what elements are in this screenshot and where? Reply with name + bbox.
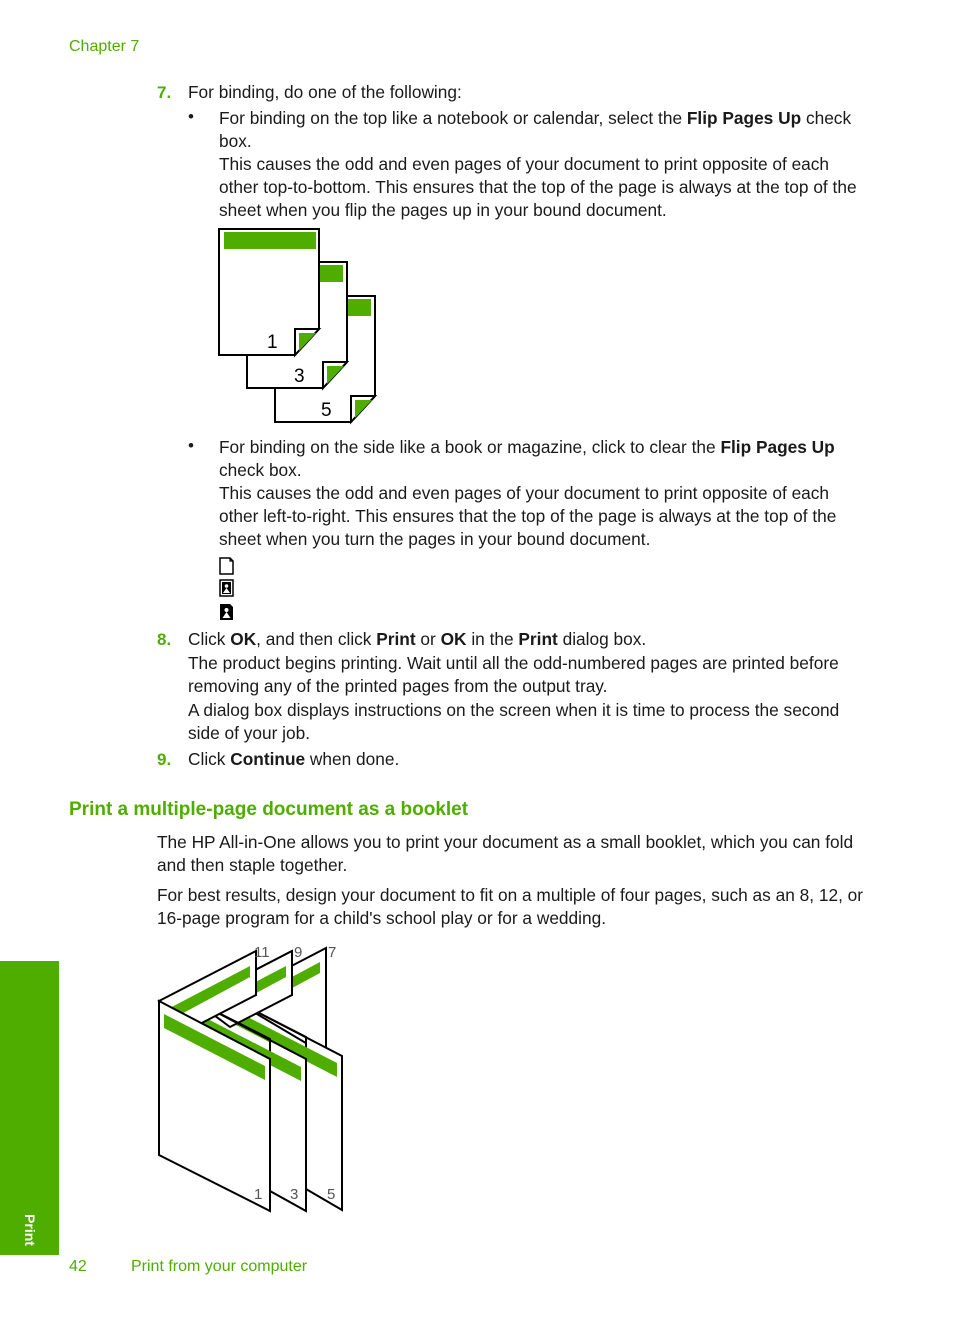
step-number: 9. (157, 750, 172, 769)
booklet-page-number: 5 (327, 1186, 336, 1203)
booklet-page-number: 3 (290, 1186, 299, 1203)
bullet-text: For binding on the top like a notebook or calendar, select the Flip Pages Up check box. (219, 108, 852, 151)
section-side-tab (0, 961, 59, 1255)
step-paragraph: The product begins printing. Wait until all the odd-numbered pages are printed before removing any of the printed pages from the output tray. (188, 653, 839, 696)
booklet-page-number: 1 (254, 1186, 263, 1203)
booklet-page-number: 7 (328, 944, 337, 961)
section-paragraph: The HP All-in-One allows you to print your document as a small booklet, which you can fold and then staple together. (157, 832, 854, 875)
step-number: 7. (157, 83, 172, 102)
step-text: Click Continue when done. (188, 749, 400, 769)
bullet-mark: • (188, 436, 194, 455)
booklet-page-number: 9 (294, 944, 303, 961)
bullet-text: For binding on the side like a book or magazine, click to clear the Flip Pages Up check box. (219, 437, 835, 480)
page-number: 3 (294, 366, 305, 387)
page-icon (220, 604, 233, 620)
section-paragraph: For best results, design your document to fit on a multiple of four pages, such as an 8, 12, or 16-page program for a child's school play or for a wedding. (157, 885, 864, 928)
step-text: For binding, do one of the following: (188, 82, 462, 102)
booklet-page-number: 11 (254, 944, 270, 961)
flip-pages-up-illustration (210, 225, 385, 430)
side-binding-icons (218, 556, 236, 622)
page-number: 1 (267, 332, 278, 353)
page-number: 5 (321, 400, 332, 421)
booklet-illustration (150, 935, 355, 1220)
page-icon (220, 558, 233, 574)
bullet-mark: • (188, 107, 194, 126)
step-paragraph: A dialog box displays instructions on the screen when it is time to process the second side of your job. (188, 700, 840, 743)
section-heading: Print a multiple-page document as a booklet (69, 799, 469, 820)
page-icon (220, 580, 233, 596)
footer-title: Print from your computer (131, 1258, 308, 1275)
bullet-paragraph: This causes the odd and even pages of your document to print opposite of each other left-to-right. This ensures that the top of the page is always at the top of the sheet when you turn the pages in your bound document. (219, 483, 837, 549)
booklet-sheet (159, 951, 270, 1211)
chapter-label: Chapter 7 (69, 38, 140, 55)
page-number: 42 (69, 1258, 87, 1275)
bullet-paragraph: This causes the odd and even pages of your document to print opposite of each other top-to-bottom. This ensures that the top of the page is always at the top of the sheet when you flip the pages up in your bound document. (219, 154, 857, 220)
step-text: Click OK, and then click Print or OK in the Print dialog box. (188, 629, 647, 649)
side-tab-label: Print (22, 1214, 38, 1246)
step-number: 8. (157, 630, 172, 649)
